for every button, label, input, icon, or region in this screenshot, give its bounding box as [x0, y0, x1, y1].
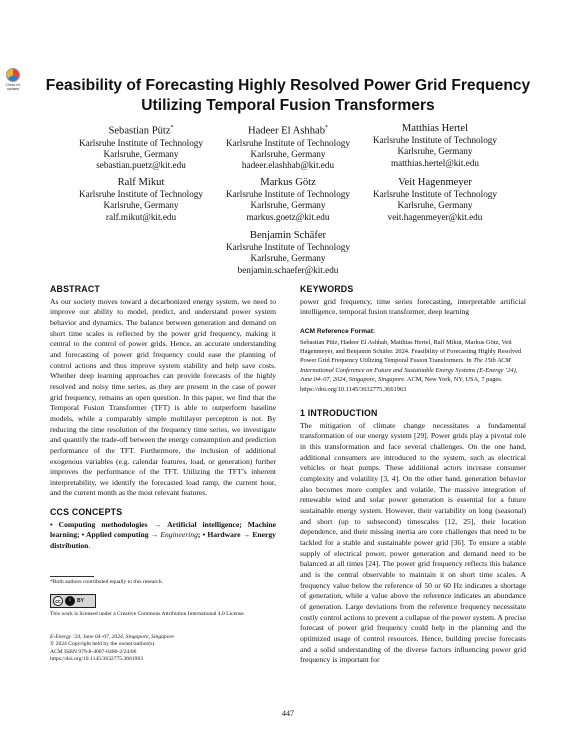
- author-affiliation: Karlsruhe Institute of Technology: [79, 137, 203, 148]
- acm-ref-text: Sebastian Pütz, Hadeer El Ashhab, Matthias Hertel, Ralf Mikut, Markus Götz, Veit Hagenmeyer, and Benjamin Schäfer. 2024. Feasibility of Forecasting Highly Resolved Power Grid Frequency Utilizing Temporal Fusion Transformers. In The 15th ACM International Conference on Future and Sustainable Energy Systems (E-Energy ’24), June 04–07, 2024, Singapore, Singapore. ACM, New York, NY, USA, 7 pages. https://doi.org/10.1145/3632775.3661963: [300, 338, 522, 393]
- equal-contrib-mark: *: [325, 125, 329, 131]
- author-location: Karlsruhe, Germany: [250, 200, 326, 211]
- author-block: [198, 229, 378, 276]
- ccs-heading: CCS CONCEPTS: [50, 507, 123, 518]
- author-affiliation: Karlsruhe Institute of Technology: [226, 189, 350, 199]
- author-affiliation: Karlsruhe Institute of Technology: [226, 242, 350, 252]
- page-number: 447: [282, 709, 294, 718]
- attribution-icon: i: [65, 596, 75, 606]
- author-location: Karlsruhe, Germany: [250, 148, 326, 159]
- author-name: Sebastian Pütz: [108, 125, 171, 137]
- footnote-rule: [50, 576, 94, 577]
- arrow-icon: →: [153, 519, 162, 529]
- author-block: [345, 176, 525, 223]
- by-label: BY: [77, 598, 84, 604]
- author-name: Hadeer El Ashhab: [247, 125, 326, 137]
- footnote: *Both authors contributed equally to this research.: [50, 579, 163, 585]
- license-text: This work is licensed under a Creative Commons Attribution International 4.0 License.: [50, 611, 245, 617]
- arrow-icon: →: [242, 530, 251, 540]
- acm-ref-heading: ACM Reference Format:: [300, 327, 376, 335]
- author-location: Karlsruhe, Germany: [397, 200, 473, 211]
- author-email[interactable]: hadeer.elashhab@kit.edu: [241, 160, 335, 171]
- publication-meta: [50, 634, 270, 664]
- author-affiliation: Karlsruhe Institute of Technology: [226, 137, 350, 148]
- author-affiliation: Karlsruhe Institute of Technology: [79, 189, 203, 199]
- abstract-heading: ABSTRACT: [50, 284, 100, 294]
- author-email[interactable]: markus.goetz@kit.edu: [246, 211, 330, 222]
- author-name: Matthias Hertel: [401, 123, 469, 134]
- intro-text: The mitigation of climate change necessitates a fundamental transformation of our energy system [29]. Power grids play a pivotal role in this transformation and face several challenges. On the one hand, additional consumers are introduced to the system, such as electrical vehicles or heat pumps. These additional actors increase consumer complexity and volatility [3, 4]. On the other hand, generation behavior also becomes more complex and volatile. The massive integration of renewable wind and solar power generation is essential for a future sustainable energy system. However, their variability on long (seasonal) and short (up to subsecond) timescales [12, 25], their location dependence, and their missing inertia are core challenges that need to be tackled for a stable and sustainable power grid [36]. To ensure a stable supply of electrical power, power generation and demand need to be balanced at all times [24]. The power grid frequency reflects this balance and is the central observable to maintain it on short time scales. A frequency value below the reference of 50 or 60 Hz indicates a shortage of generation, while a value above the reference indicates an abundance of generation. Large deviations from the reference frequency necessitate costly control actions to prevent a collapse of the power system. A precise forecast of power grid frequency could help in the planning and the optimized usage of control resources. Hence, building precise forecasts and a solid understanding of the diverse factors influencing power grid frequency is important for: [300, 420, 526, 665]
- author-name: Ralf Mikut: [117, 177, 165, 188]
- author-name: Markus Götz: [260, 177, 316, 188]
- keywords-text: power grid frequency, time series forecasting, interpretable artificial intelligence, temporal fusion transformer, deep learning: [300, 296, 526, 317]
- doi-link[interactable]: https://doi.org/10.1145/3632775.3661963: [50, 656, 144, 663]
- right-column: [300, 284, 526, 666]
- author-location: Karlsruhe, Germany: [103, 200, 179, 211]
- keywords-heading: KEYWORDS: [300, 284, 354, 294]
- intro-heading: 1 INTRODUCTION: [300, 408, 378, 419]
- author-name: Benjamin Schäfer: [249, 230, 327, 241]
- paper-title: Feasibility of Forecasting Highly Resolved Power Grid Frequency Utilizing Temporal Fusion Transformers: [45, 77, 531, 114]
- arrow-icon: →: [150, 530, 159, 540]
- author-name: Veit Hagenmeyer: [398, 177, 472, 188]
- crossmark-icon: [6, 68, 20, 82]
- isbn-line: ACM ISBN 979-8-4007-0480-2/24/06: [50, 648, 137, 655]
- author-email[interactable]: matthias.hertel@kit.edu: [390, 157, 480, 168]
- equal-contrib-mark: *: [170, 125, 174, 131]
- author-location: Karlsruhe, Germany: [250, 253, 326, 264]
- author-affiliation: Karlsruhe Institute of Technology: [373, 135, 497, 145]
- author-block: [345, 122, 525, 169]
- author-email[interactable]: veit.hagenmeyer@kit.edu: [387, 211, 483, 222]
- cc-license-badge[interactable]: [50, 594, 96, 608]
- ccs-concepts-text: • Computing methodologies → Artificial intelligence; Machine learning; • Applied computing → Engineering; • Hardware → Energy distribution.: [50, 519, 276, 551]
- copyright-line: © 2024 Copyright held by the owner/author(s).: [50, 641, 156, 648]
- author-email[interactable]: benjamin.schaefer@kit.edu: [237, 264, 339, 275]
- check-for-updates-badge[interactable]: [4, 68, 22, 91]
- badge-label: Check for updates: [5, 83, 21, 91]
- abstract-text: As our society moves toward a decarbonized energy system, we need to improve our ability to model, predict, and understand power system behavior and dynamics. The balance between generation and demand on short time scales is reflected by the power grid frequency, making it central to the control of power grids. Hence, an accurate understanding and forecasting of power grid frequency could ease the planning of control actions and thus improve system stability and help save costs. Whether deep learning approaches can provide forecasts of the highly resolved and noisy time series, as they are present in the case of power grid frequency, remains an open question. In this paper, we find that the Temporal Fusion Transformer (TFT) is able to outperform baseline models, while a comparably simple multilayer perceptron is not. By reducing the time resolution of the frequency time series, we investigate and quantify the trade-off between the energy consumption and prediction performance of the TFT. Furthermore, the inclusion of additional exogenous variables (e.g. calendar features, load, or generation) further improves the performance of the TFT. Utilizing the TFT’s inherent interpretability, we identify the forecasted load ramp, the current hour, and the current month as the most relevant features.: [50, 296, 276, 498]
- left-column: [50, 284, 276, 552]
- cc-icon: cc: [53, 596, 63, 606]
- author-affiliation: Karlsruhe Institute of Technology: [373, 189, 497, 199]
- author-location: Karlsruhe, Germany: [397, 146, 473, 157]
- author-email[interactable]: ralf.mikut@kit.edu: [105, 211, 177, 222]
- author-email[interactable]: sebastian.puetz@kit.edu: [96, 160, 186, 171]
- author-location: Karlsruhe, Germany: [103, 148, 179, 159]
- venue-line: E-Energy ’24, June 04–07, 2024, Singapore, Singapore: [50, 634, 174, 640]
